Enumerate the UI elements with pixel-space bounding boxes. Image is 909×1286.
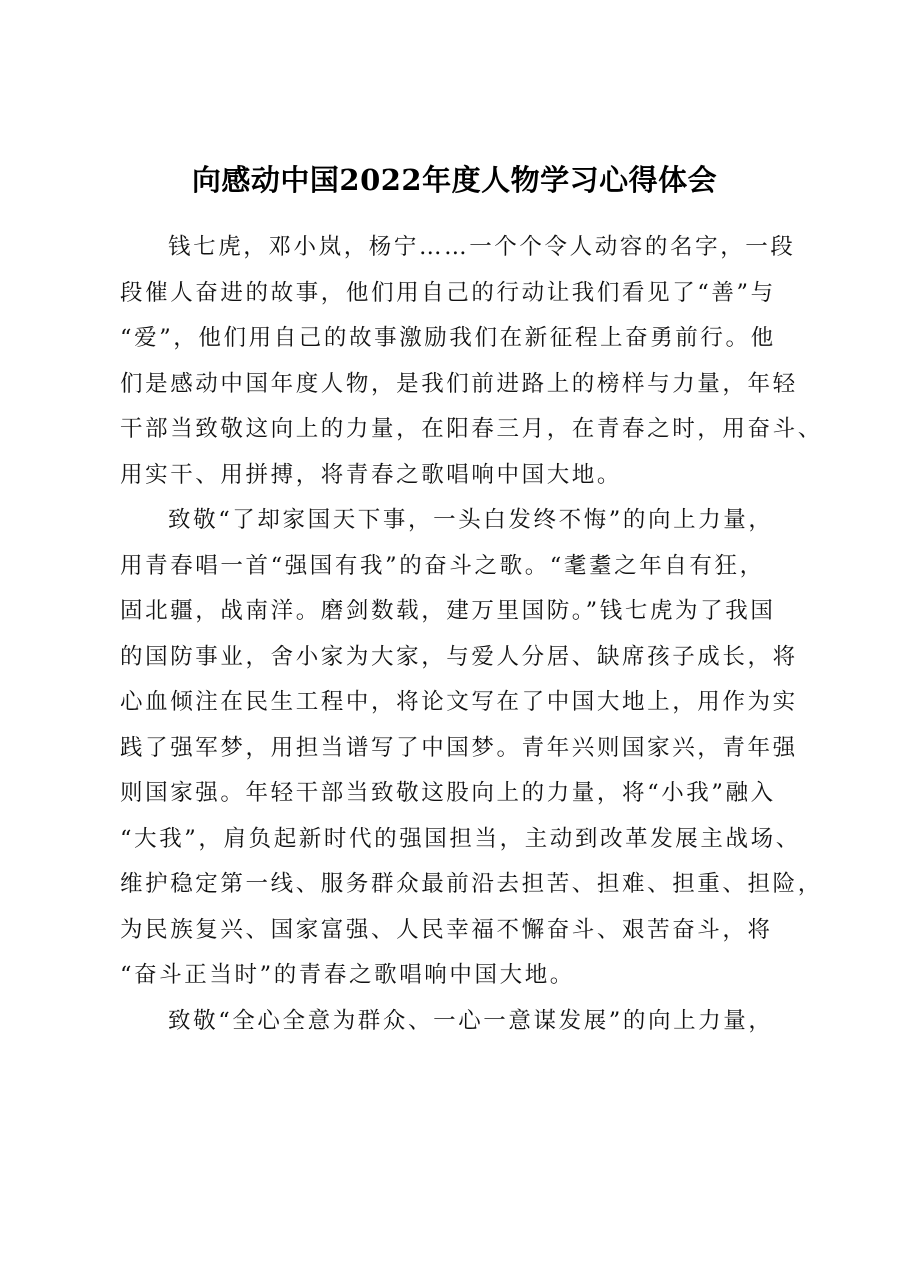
- paragraph-2-line-2: 用青春唱一首“强国有我”的奋斗之歌。“耄耋之年自有狂，: [120, 552, 765, 579]
- paragraph-2-line-10: 为民族复兴、国家富强、人民幸福不懈奋斗、艰苦奋斗，将: [120, 916, 773, 943]
- paragraph-2-line-6: 践了强军梦，用担当谱写了中国梦。青年兴则国家兴，青年强: [120, 734, 798, 761]
- paragraph-1-line-5: 干部当致敬这向上的力量，在阳春三月，在青春之时，用奋斗、: [120, 416, 823, 442]
- paragraph-1-line-2: 段催人奋进的故事，他们用自己的行动让我们看见了“善”与: [120, 279, 776, 306]
- paragraph-2-line-3: 固北疆，战南洋。磨剑数载，建万里国防。”钱七虎为了我国: [120, 598, 776, 624]
- paragraph-1-line-4: 们是感动中国年度人物，是我们前进路上的榜样与力量，年轻: [120, 370, 798, 397]
- paragraph-2-line-8: “大我”，肩负起新时代的强国担当，主动到改革发展主战场、: [120, 825, 801, 852]
- paragraph-1-line-6: 用实干、用拼搏，将青春之歌唱响中国大地。: [120, 461, 623, 488]
- paragraph-2-line-1: 致敬“了却家国天下事，一头白发终不悔”的向上力量，: [168, 507, 774, 533]
- document-title: 向感动中国2022年度人物学习心得体会: [191, 163, 718, 197]
- paragraph-2-line-9: 维护稳定第一线、服务群众最前沿去担苦、担难、担重、担险，: [120, 871, 823, 897]
- paragraph-1-line-3: “爱”，他们用自己的故事激励我们在新征程上奋勇前行。他: [120, 325, 776, 351]
- paragraph-2-line-7: 则国家强。年轻干部当致敬这股向上的力量，将“小我”融入: [120, 780, 776, 806]
- paragraph-2-line-11: “奋斗正当时”的青春之歌唱响中国大地。: [120, 962, 575, 988]
- paragraph-2-line-5: 心血倾注在民生工程中，将论文写在了中国大地上，用作为实: [120, 689, 798, 715]
- paragraph-3-line-1: 致敬“全心全意为群众、一心一意谋发展”的向上力量，: [168, 1007, 774, 1034]
- paragraph-1-line-1: 钱七虎，邓小岚，杨宁……一个个令人动容的名字，一段: [168, 234, 796, 260]
- document-body: [120, 225, 823, 1044]
- paragraph-2-line-4: 的国防事业，舍小家为大家，与爱人分居、缺席孩子成长，将: [120, 643, 798, 670]
